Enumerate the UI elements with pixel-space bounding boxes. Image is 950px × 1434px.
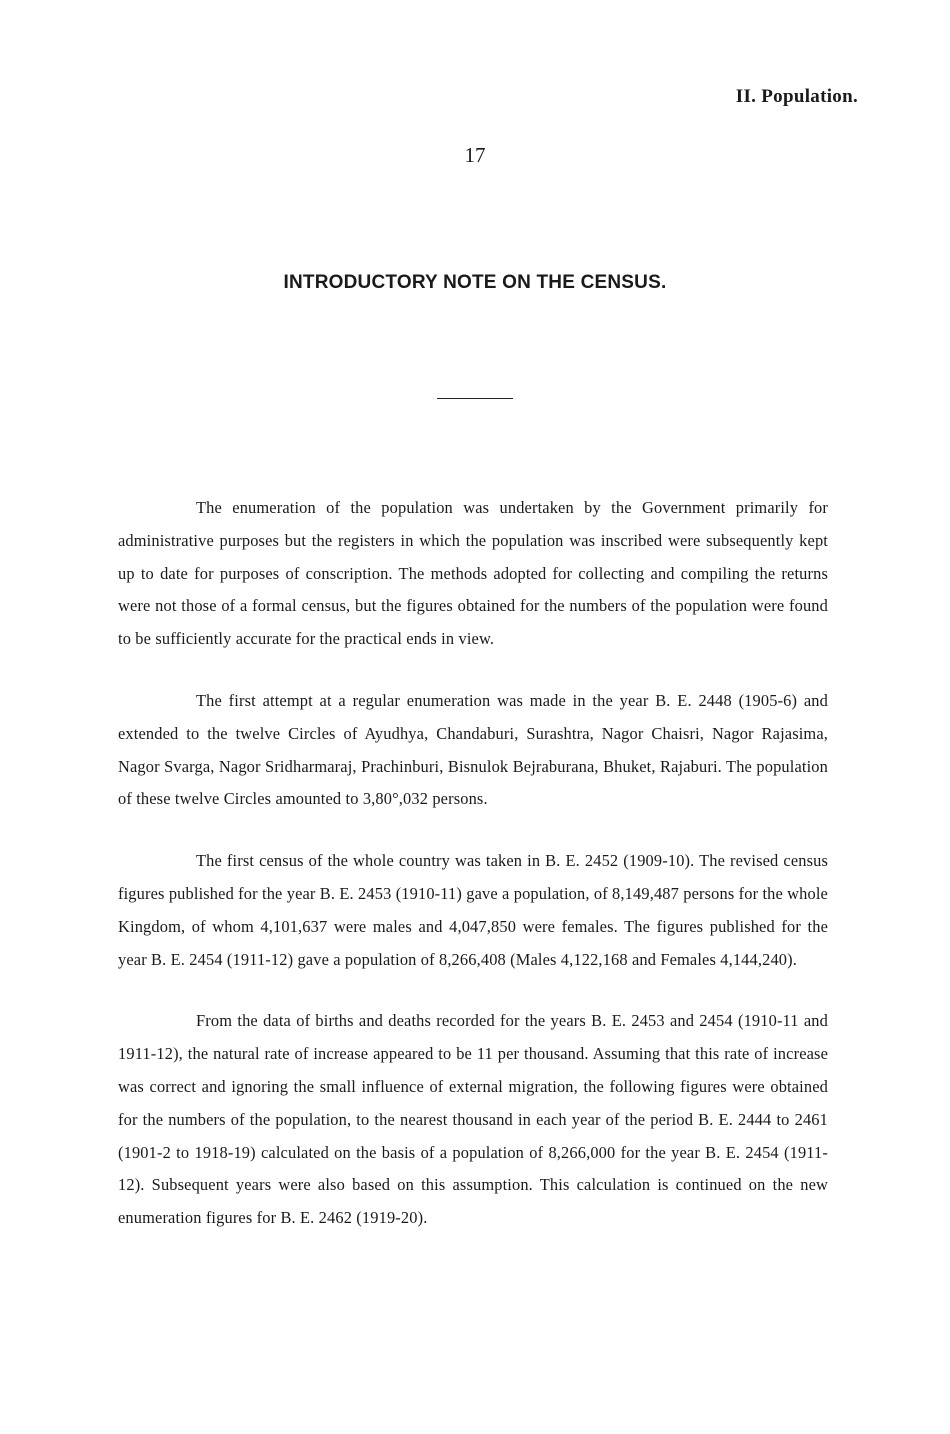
paragraph: The first attempt at a regular enumeration was made in the year B. E. 2448 (1905-6) and extended to the twelve Circles of Ayudhya, Chandaburi, Surashtra, Nagor Chaisri, Nagor Rajasima, Nagor Svarga, Nagor Sridharmaraj, Prachinburi, Bisnulok Bejraburana, Bhuket, Rajaburi. The population of these twelve Circles amounted to 3,80°,032 persons. xyxy=(118,690,828,809)
title-divider xyxy=(437,398,513,399)
paragraph: The enumeration of the population was undertaken by the Government primarily for administrative purposes but the registers in which the population was inscribed were subsequently kept up to date for purposes of conscription. The methods adopted for collecting and compiling the returns were not those of a formal census, but the figures obtained for the numbers of the population were found to be sufficiently accurate for the practical ends in view. xyxy=(118,498,828,649)
document-title: INTRODUCTORY NOTE ON THE CENSUS. xyxy=(283,272,667,293)
page-number: 17 xyxy=(464,143,486,167)
paragraph: From the data of births and deaths recorded for the years B. E. 2453 and 2454 (1910-11 and 1911-12), the natural rate of increase appeared to be 11 per thousand. Assuming that this rate of increase was correct and ignoring the small influence of external migration, the following figures were obtained for the numbers of the population, to the nearest thousand in each year of the period B. E. 2444 to 2461 (1901-2 to 1918-19) calculated on the basis of a population of 8,266,000 for the year B. E. 2454 (1911-12). Subsequent years were also based on this assumption. This calculation is continued on the new enumeration figures for B. E. 2462 (1919-20). xyxy=(118,1011,828,1228)
body-text xyxy=(118,492,828,1235)
section-label: II. Population. xyxy=(735,86,858,107)
paragraph: The first census of the whole country was taken in B. E. 2452 (1909-10). The revised census figures published for the year B. E. 2453 (1910-11) gave a population, of 8,149,487 persons for the whole Kingdom, of whom 4,101,637 were males and 4,047,850 were females. The figures published for the year B. E. 2454 (1911-12) gave a population of 8,266,408 (Males 4,122,168 and Females 4,144,240). xyxy=(118,851,828,969)
